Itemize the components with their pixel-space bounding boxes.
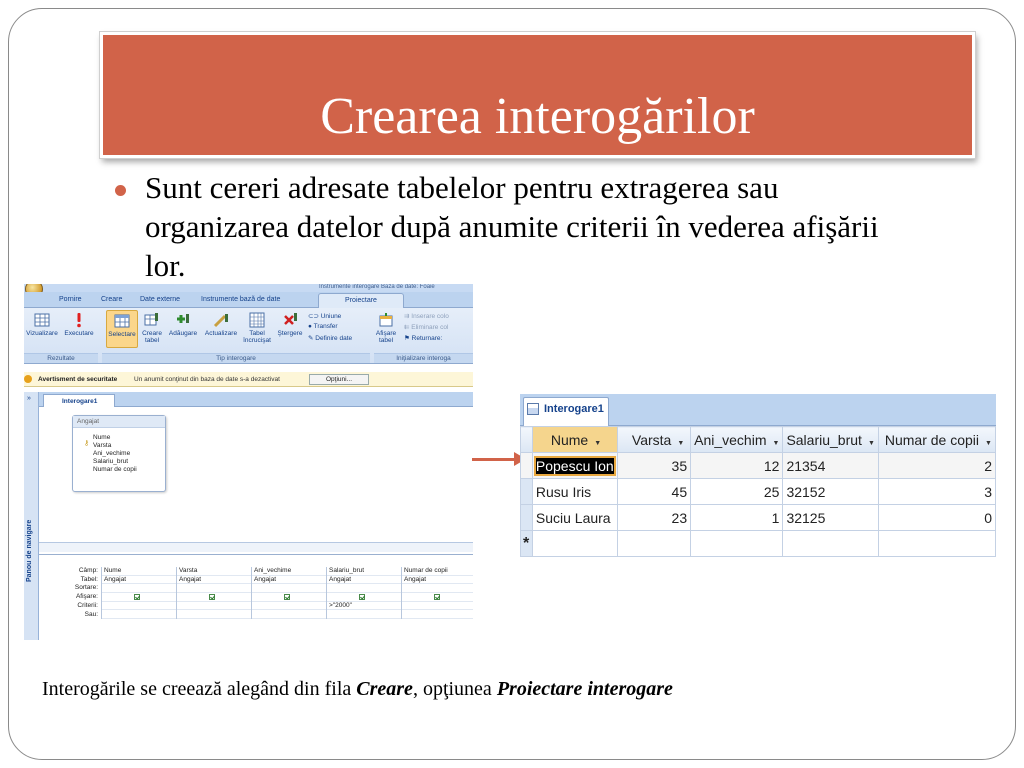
- eliminare-coloane-button[interactable]: ⇇ Eliminare col: [404, 324, 449, 331]
- field-item[interactable]: Salariu_brut: [93, 458, 129, 465]
- select-all-corner[interactable]: [521, 427, 533, 453]
- vizualizare-button[interactable]: Vizualizare: [24, 312, 60, 337]
- ribbon: [24, 308, 473, 364]
- inserare-coloane-button[interactable]: ⇉ Inserare colo: [404, 313, 449, 320]
- grid-column[interactable]: Varsta Angajat: [176, 567, 251, 619]
- shield-warning-icon: [24, 375, 32, 383]
- tab-pornire[interactable]: Pornire: [59, 296, 82, 303]
- union-icon: ⊂⊃: [308, 313, 321, 320]
- access-titlebar: [24, 284, 473, 292]
- field-item[interactable]: Ani_vechime: [93, 450, 131, 457]
- query-table-area: [39, 407, 473, 542]
- dropdown-arrow-icon[interactable]: ▼: [594, 439, 602, 447]
- delete-icon: [282, 312, 298, 328]
- grid-column[interactable]: Numar de copii Angajat: [401, 567, 473, 619]
- row-selector[interactable]: [521, 505, 533, 531]
- tabel-incrucisat-button[interactable]: Tabel încrucişat: [240, 312, 274, 344]
- globe-icon: ●: [308, 323, 314, 330]
- slide-title: Crearea interogărilor: [320, 88, 755, 145]
- title-box: [100, 32, 975, 158]
- column-header-ani-vechim[interactable]: Ani_vechim ▼: [691, 427, 783, 453]
- security-title: Avertisment de securitate: [38, 376, 118, 383]
- ribbon-tabs: [24, 292, 473, 308]
- caption-proiectare-interogare: Proiectare interogare: [496, 678, 673, 700]
- tab-instrumente[interactable]: Instrumente bază de date: [201, 296, 281, 303]
- document-tab-bar: [39, 392, 473, 407]
- double-chevron-icon[interactable]: »: [27, 395, 31, 402]
- dropdown-arrow-icon[interactable]: ▼: [677, 439, 685, 447]
- definire-date-button[interactable]: ✎ Definire date: [308, 335, 353, 342]
- selectare-button[interactable]: Selectare: [106, 310, 138, 348]
- adaugare-button[interactable]: Adăugare: [166, 312, 200, 337]
- security-warning-bar: [24, 372, 473, 387]
- exclamation-icon: [71, 312, 87, 328]
- field-list-angajat[interactable]: [72, 415, 166, 492]
- caption-creare: Creare: [356, 678, 413, 700]
- query-icon: [527, 403, 539, 415]
- tab-date-externe[interactable]: Date externe: [140, 296, 181, 303]
- datasheet-tab-interogare1[interactable]: Interogare1: [523, 397, 609, 427]
- uniune-button[interactable]: ⊂⊃ Uniune: [308, 313, 342, 320]
- column-header-varsta[interactable]: Varsta ▼: [617, 427, 690, 453]
- document-tab-interogare1[interactable]: Interogare1: [43, 394, 115, 408]
- make-table-icon: [144, 312, 160, 328]
- bullet-text: Sunt cereri adresate tabelelor pentru extragerea sau organizarea datelor după anumite criterii în vederea afişării lor.: [145, 170, 879, 283]
- dropdown-arrow-icon[interactable]: ▼: [985, 439, 992, 447]
- show-table-icon: [378, 312, 394, 328]
- transfer-button[interactable]: ● Transfer: [308, 323, 338, 330]
- arrow-right-icon: [472, 458, 520, 461]
- grid-column[interactable]: Nume Angajat: [101, 567, 176, 619]
- show-checkbox[interactable]: [359, 594, 365, 600]
- executare-button[interactable]: Executare: [62, 312, 96, 337]
- crosstab-icon: [249, 312, 265, 328]
- navigation-pane[interactable]: [24, 392, 39, 640]
- primary-key-icon: ⚷: [84, 440, 90, 447]
- return-icon: ⚑: [404, 335, 412, 342]
- new-record-marker[interactable]: *: [521, 531, 533, 557]
- table-row[interactable]: Popescu Ion 35 12 21354 2: [521, 453, 996, 479]
- returnare-field[interactable]: ⚑ Returnare:: [404, 335, 443, 342]
- show-checkbox[interactable]: [134, 594, 140, 600]
- column-header-numar-copii[interactable]: Numar de copii ▼: [878, 427, 995, 453]
- group-rezultate: Rezultate: [24, 353, 98, 363]
- row-selector[interactable]: [521, 479, 533, 505]
- grid-column[interactable]: Ani_vechime Angajat: [251, 567, 326, 619]
- tab-creare[interactable]: Creare: [101, 296, 123, 303]
- security-message: Un anumit conţinut din baza de date s-a dezactivat: [134, 376, 280, 383]
- table-header-row: [521, 427, 996, 453]
- datasheet-icon: [34, 312, 50, 328]
- tab-proiectare[interactable]: Proiectare: [318, 293, 404, 309]
- dropdown-arrow-icon[interactable]: ▼: [772, 439, 780, 447]
- table-row[interactable]: Rusu Iris 45 25 32152 3: [521, 479, 996, 505]
- table-row-new[interactable]: [521, 531, 996, 557]
- field-list-title: Angajat: [73, 416, 165, 428]
- grid-row-labels: Câmp: Tabel: Sortare: Afişare: Criterii: Sau:: [74, 567, 98, 618]
- grid-column[interactable]: Salariu_brut Angajat >"2000": [326, 567, 401, 619]
- insert-column-icon: ⇉: [404, 313, 412, 320]
- ruler-icon: ✎: [308, 335, 316, 342]
- column-header-salariu-brut[interactable]: Salariu_brut ▼: [783, 427, 878, 453]
- creare-tabel-button[interactable]: Creare tabel: [140, 312, 164, 344]
- show-checkbox[interactable]: [209, 594, 215, 600]
- table-row[interactable]: Suciu Laura 23 1 32125 0: [521, 505, 996, 531]
- slide-caption: Interogările se creează alegând din fila Creare, opţiunea Proiectare interogare: [42, 678, 673, 700]
- show-checkbox[interactable]: [434, 594, 440, 600]
- dropdown-arrow-icon[interactable]: ▼: [867, 439, 875, 447]
- query-result-datasheet: [520, 394, 996, 562]
- field-list-items: [73, 428, 165, 474]
- delete-column-icon: ⇇: [404, 324, 412, 331]
- field-item[interactable]: Numar de copii: [93, 466, 137, 473]
- horizontal-scrollbar[interactable]: [39, 542, 473, 552]
- afisare-tabel-button[interactable]: Afişare tabel: [372, 312, 400, 344]
- datasheet-table: [520, 426, 996, 557]
- select-query-icon: [114, 313, 130, 329]
- group-initializare: Iniţializare interoga: [374, 353, 473, 363]
- group-tip-interogare: Tip interogare: [102, 353, 370, 363]
- column-header-nume[interactable]: Nume ▼: [532, 427, 617, 453]
- query-design-grid: [39, 554, 473, 640]
- row-selector[interactable]: [521, 453, 533, 479]
- show-checkbox[interactable]: [284, 594, 290, 600]
- access-title-text: Instrumente interogare Baza de date: Foaie: [319, 284, 435, 290]
- update-icon: [213, 312, 229, 328]
- datasheet-tab-bar: [520, 394, 996, 426]
- nav-pane-label: Panou de navigare: [26, 519, 33, 582]
- field-item[interactable]: Nume: [93, 434, 111, 441]
- bullet-dot-icon: [115, 185, 126, 196]
- append-icon: [175, 312, 191, 328]
- stergere-button[interactable]: Ştergere: [274, 312, 306, 337]
- access-query-design-screenshot: [24, 284, 473, 640]
- field-item[interactable]: Varsta: [93, 442, 112, 449]
- actualizare-button[interactable]: Actualizare: [202, 312, 240, 337]
- optiuni-button[interactable]: Opţiuni...: [309, 374, 369, 385]
